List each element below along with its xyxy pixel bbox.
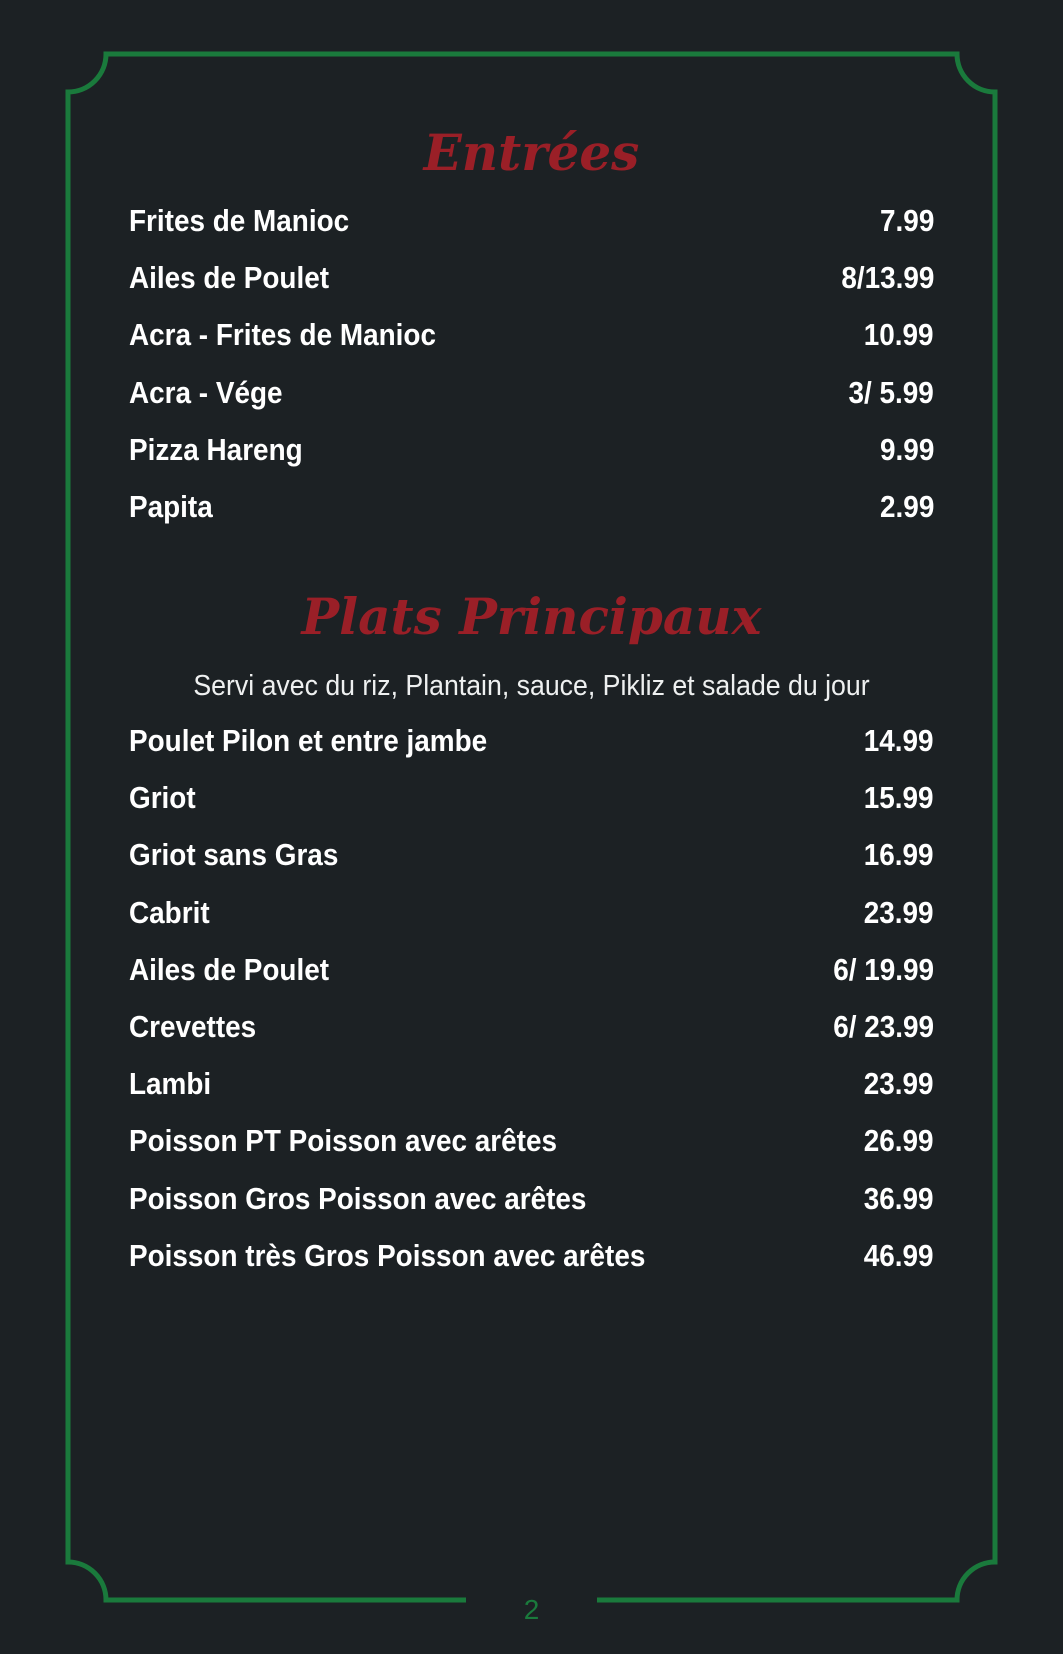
item-name: Ailes de Poulet <box>129 260 330 296</box>
item-name: Poisson Gros Poisson avec arêtes <box>129 1180 587 1216</box>
item-name: Poulet Pilon et entre jambe <box>129 723 488 758</box>
item-name: Poisson PT Poisson avec arêtes <box>129 1123 557 1159</box>
plats-subtitle: Servi avec du riz, Plantain, sauce, Pikliz et salade du jour <box>193 670 870 702</box>
plats-list <box>129 719 934 1291</box>
menu-item <box>129 833 934 890</box>
item-price: 7.99 <box>879 203 934 238</box>
item-name: Griot <box>129 780 196 816</box>
item-name: Frites de Manioc <box>129 203 350 238</box>
item-name: Griot sans Gras <box>129 837 339 873</box>
menu-item <box>129 1234 934 1291</box>
item-name: Crevettes <box>129 1008 257 1044</box>
item-price: 9.99 <box>879 431 934 467</box>
item-price: 23.99 <box>864 894 934 930</box>
item-price: 23.99 <box>864 1066 934 1102</box>
item-price: 16.99 <box>864 837 934 873</box>
item-price: 6/ 23.99 <box>833 1008 934 1044</box>
menu-item <box>129 1062 934 1119</box>
item-price: 14.99 <box>864 723 934 758</box>
item-name: Poisson très Gros Poisson avec arêtes <box>129 1237 646 1273</box>
item-name: Papita <box>129 488 213 524</box>
menu-item <box>129 313 934 370</box>
item-price: 36.99 <box>864 1180 934 1216</box>
menu-item <box>129 485 934 542</box>
menu-item <box>129 199 934 256</box>
item-name: Cabrit <box>129 894 210 930</box>
page-number: 2 <box>523 1594 540 1625</box>
item-price: 6/ 19.99 <box>833 951 934 987</box>
item-name: Pizza Hareng <box>129 431 303 467</box>
menu-item <box>129 776 934 833</box>
item-price: 8/13.99 <box>840 260 934 296</box>
menu-item <box>129 256 934 313</box>
menu-item <box>129 948 934 1005</box>
entrees-heading: Entrées <box>423 123 640 182</box>
item-name: Lambi <box>129 1066 212 1102</box>
item-price: 15.99 <box>864 780 934 816</box>
menu-item <box>129 719 934 776</box>
plats-principaux-heading: Plats Principaux <box>301 587 762 646</box>
menu-item <box>129 428 934 485</box>
menu-item <box>129 1119 934 1176</box>
item-price: 46.99 <box>864 1237 934 1273</box>
item-price: 2.99 <box>879 488 934 524</box>
item-name: Acra - Frites de Manioc <box>129 317 436 353</box>
item-price: 26.99 <box>864 1123 934 1159</box>
menu-item <box>129 1005 934 1062</box>
menu-item <box>129 371 934 428</box>
item-price: 3/ 5.99 <box>848 374 934 410</box>
item-name: Acra - Vége <box>129 374 283 410</box>
item-price: 10.99 <box>864 317 934 353</box>
entrees-list <box>129 199 934 542</box>
menu-item <box>129 891 934 948</box>
item-name: Ailes de Poulet <box>129 951 330 987</box>
menu-item <box>129 1177 934 1234</box>
